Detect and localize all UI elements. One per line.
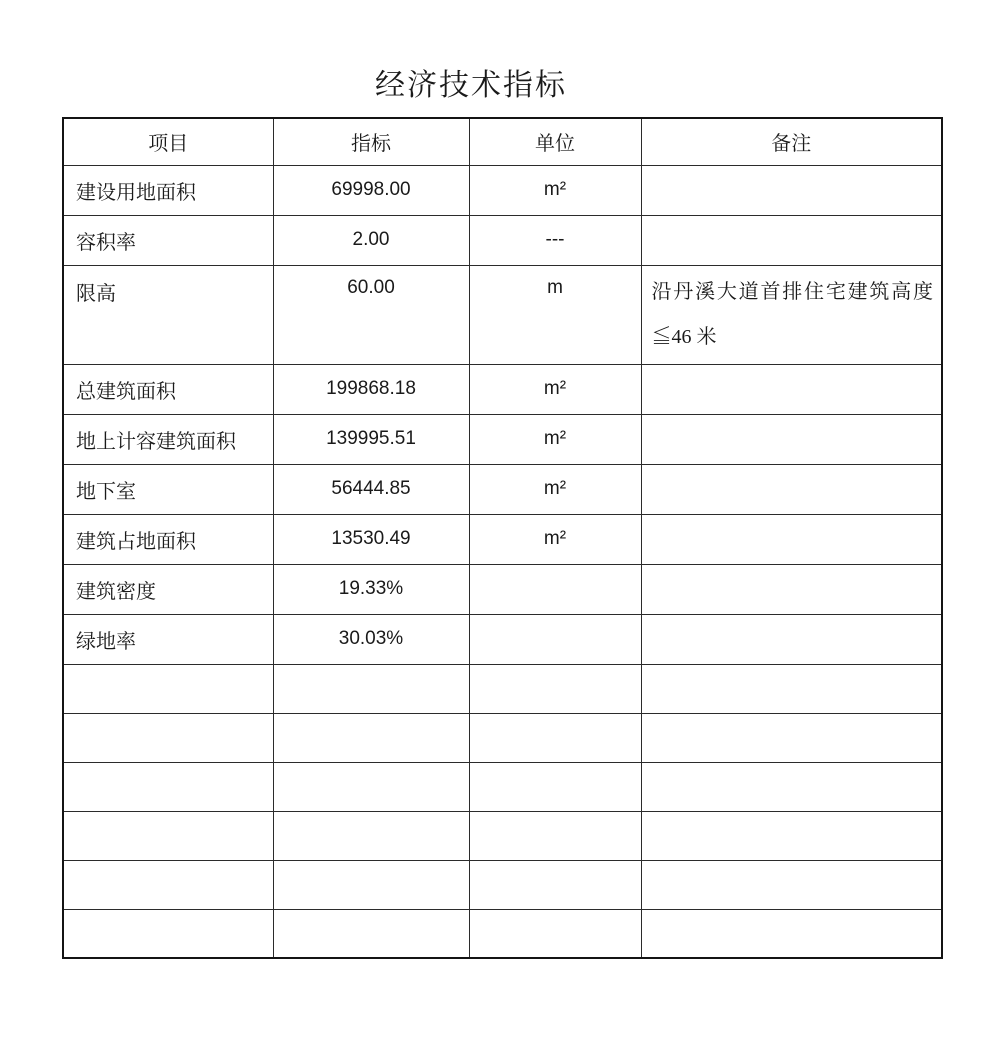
unit-cell: --- [469,215,641,265]
note-cell [641,614,942,664]
table-row [63,514,942,564]
table-body [63,165,942,958]
value-cell [273,762,469,811]
value-cell: 60.00 [273,265,469,364]
table-row [63,464,942,514]
table-row [63,215,942,265]
item-cell: 容积率 [63,215,273,265]
empty-table-row [63,664,942,713]
header-note: 备注 [641,118,942,165]
unit-cell [469,762,641,811]
item-cell [63,664,273,713]
unit-cell: m² [469,464,641,514]
note-cell [641,909,942,958]
value-cell: 69998.00 [273,165,469,215]
unit-cell [469,564,641,614]
value-cell: 139995.51 [273,414,469,464]
item-cell [63,909,273,958]
note-cell [641,215,942,265]
note-cell [641,762,942,811]
value-cell: 13530.49 [273,514,469,564]
unit-cell [469,909,641,958]
item-cell [63,860,273,909]
page-title: 经济技术指标 [375,69,567,102]
item-cell [63,762,273,811]
table-row [63,614,942,664]
table-row [63,165,942,215]
value-cell [273,909,469,958]
note-cell [641,664,942,713]
note-cell [641,811,942,860]
unit-cell [469,614,641,664]
unit-cell [469,811,641,860]
item-cell: 建筑占地面积 [63,514,273,564]
value-cell: 19.33% [273,564,469,614]
item-cell: 地下室 [63,464,273,514]
note-cell: 沿丹溪大道首排住宅建筑高度≦46 米 [641,265,942,364]
unit-cell: m [469,265,641,364]
header-unit: 单位 [469,118,641,165]
value-cell: 199868.18 [273,364,469,414]
empty-table-row [63,909,942,958]
table-row [63,364,942,414]
header-item: 项目 [63,118,273,165]
item-cell: 地上计容建筑面积 [63,414,273,464]
item-cell: 建筑密度 [63,564,273,614]
value-cell [273,713,469,762]
unit-cell [469,860,641,909]
note-cell [641,514,942,564]
value-cell: 56444.85 [273,464,469,514]
header-value: 指标 [273,118,469,165]
item-cell: 限高 [63,265,273,364]
indicators-table [62,117,943,959]
value-cell [273,811,469,860]
item-cell [63,811,273,860]
note-cell [641,364,942,414]
item-cell: 绿地率 [63,614,273,664]
item-cell [63,713,273,762]
note-cell [641,713,942,762]
unit-cell: m² [469,165,641,215]
value-cell [273,860,469,909]
table-header [63,118,942,165]
empty-table-row [63,762,942,811]
empty-table-row [63,811,942,860]
item-cell: 建设用地面积 [63,165,273,215]
unit-cell [469,664,641,713]
note-cell [641,464,942,514]
item-cell: 总建筑面积 [63,364,273,414]
empty-table-row [63,860,942,909]
value-cell: 30.03% [273,614,469,664]
unit-cell: m² [469,364,641,414]
note-cell [641,165,942,215]
table-row [63,414,942,464]
note-cell [641,414,942,464]
note-cell [641,860,942,909]
note-cell [641,564,942,614]
header-row [63,118,942,165]
value-cell: 2.00 [273,215,469,265]
table-row [63,564,942,614]
unit-cell: m² [469,514,641,564]
unit-cell [469,713,641,762]
value-cell [273,664,469,713]
empty-table-row [63,713,942,762]
unit-cell: m² [469,414,641,464]
table-row [63,265,942,364]
